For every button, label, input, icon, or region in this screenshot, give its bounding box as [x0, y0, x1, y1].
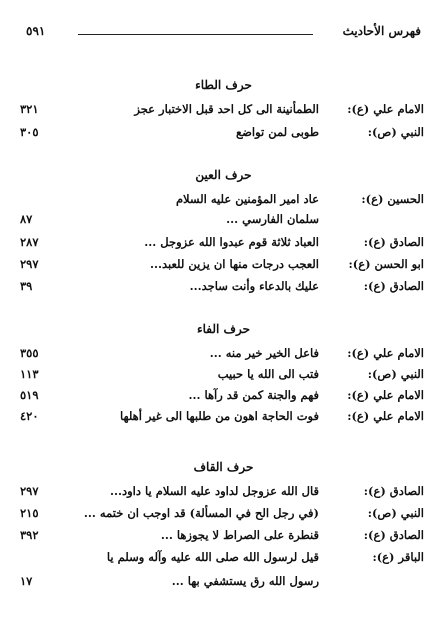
entry-text: العباد ثلاثة قوم عبدوا الله عزوجل ... [144, 235, 319, 249]
hadith-entry [0, 388, 447, 410]
hadith-entry [0, 279, 447, 301]
entry-narrator: الامام علي (ع): [347, 388, 424, 402]
entry-narrator: الصادق (ع): [363, 235, 424, 249]
hadith-entry [0, 125, 447, 147]
entry-page: ٥١٩ [20, 388, 39, 402]
entry-text: (في رجل الح في المسألة) قد اوجب ان ختمه ... [83, 506, 319, 520]
entry-page: ٢٩٧ [20, 484, 39, 498]
entry-page: ١٧ [20, 574, 33, 588]
hadith-entry [0, 484, 447, 506]
entry-text: طوبى لمن تواضع [235, 125, 319, 139]
header-rule [78, 34, 313, 35]
entry-page: ١١٣ [20, 367, 39, 381]
entry-page: ٤٢٠ [20, 409, 39, 423]
section-heading: حرف الطاء [195, 78, 252, 92]
entry-narrator: الامام علي (ع): [347, 102, 424, 116]
section-heading: حرف العين [195, 168, 252, 182]
entry-narrator: الحسين (ع): [361, 192, 424, 206]
entry-page: ٣٩٢ [20, 528, 39, 542]
hadith-entry [0, 192, 447, 214]
entry-text: قال الله عزوجل لداود عليه السلام يا داود... [110, 484, 319, 498]
entry-text: فاعل الخير خير منه ... [209, 346, 319, 360]
entry-narrator: الامام علي (ع): [347, 346, 424, 360]
entry-page: ٣٠٥ [20, 125, 39, 139]
hadith-entry [0, 346, 447, 368]
entry-page: ٢٩٧ [20, 257, 39, 271]
entry-page: ٢١٥ [20, 506, 39, 520]
entry-narrator: النبي (ص): [367, 506, 424, 520]
entry-text: العجب درجات منها ان يزين للعبد... [149, 257, 319, 271]
entry-page: ٢٨٧ [20, 235, 39, 249]
hadith-entry [0, 257, 447, 279]
hadith-entry [0, 102, 447, 124]
entry-narrator: الصادق (ع): [363, 528, 424, 542]
hadith-entry [0, 550, 447, 572]
entry-text: فوت الحاجة اهون من طلبها الى غير أهلها [120, 409, 319, 423]
hadith-entry [0, 367, 447, 389]
entry-narrator: الباقر (ع): [372, 550, 424, 564]
entry-narrator: الامام علي (ع): [347, 409, 424, 423]
section-heading: حرف القاف [193, 460, 254, 474]
entry-text: عليك بالدعاء وأنت ساجد... [189, 279, 319, 293]
entry-narrator: ابو الحسن (ع): [348, 257, 424, 271]
entry-narrator: الصادق (ع): [363, 484, 424, 498]
running-title: فهرس الأحاديث [342, 24, 421, 38]
hadith-entry [0, 506, 447, 528]
entry-text: الطمأنينة الى كل احد قبل الاختبار عجز [134, 102, 319, 116]
page-header [22, 22, 425, 48]
entry-page: ٨٧ [20, 212, 33, 226]
entry-page: ٣٢١ [20, 102, 39, 116]
hadith-entry [0, 528, 447, 550]
entry-text: سلمان الفارسي ... [226, 212, 319, 226]
entry-narrator: النبي (ص): [367, 125, 424, 139]
hadith-entry [0, 574, 447, 596]
entry-narrator: الصادق (ع): [363, 279, 424, 293]
entry-text: قيل لرسول الله صلى الله عليه وآله وسلم يا [106, 550, 319, 564]
section-heading: حرف الفاء [196, 322, 250, 336]
page-number: ٥٩١ [26, 24, 46, 38]
entry-page: ٣٥٥ [20, 346, 39, 360]
hadith-entry [0, 235, 447, 257]
entry-text: فتب الى الله يا حبيب [217, 367, 319, 381]
hadith-entry [0, 212, 447, 234]
entry-text: عاد امير المؤمنين عليه السلام [175, 192, 319, 206]
entry-page: ٣٩ [20, 279, 33, 293]
entry-text: قنطرة على الصراط لا يجوزها ... [160, 528, 319, 542]
entry-text: رسول الله رق يستشفي بها ... [171, 574, 319, 588]
entry-narrator: النبي (ص): [367, 367, 424, 381]
hadith-entry [0, 409, 447, 431]
entry-text: فهم والجنة كمن قد رآها ... [188, 388, 319, 402]
